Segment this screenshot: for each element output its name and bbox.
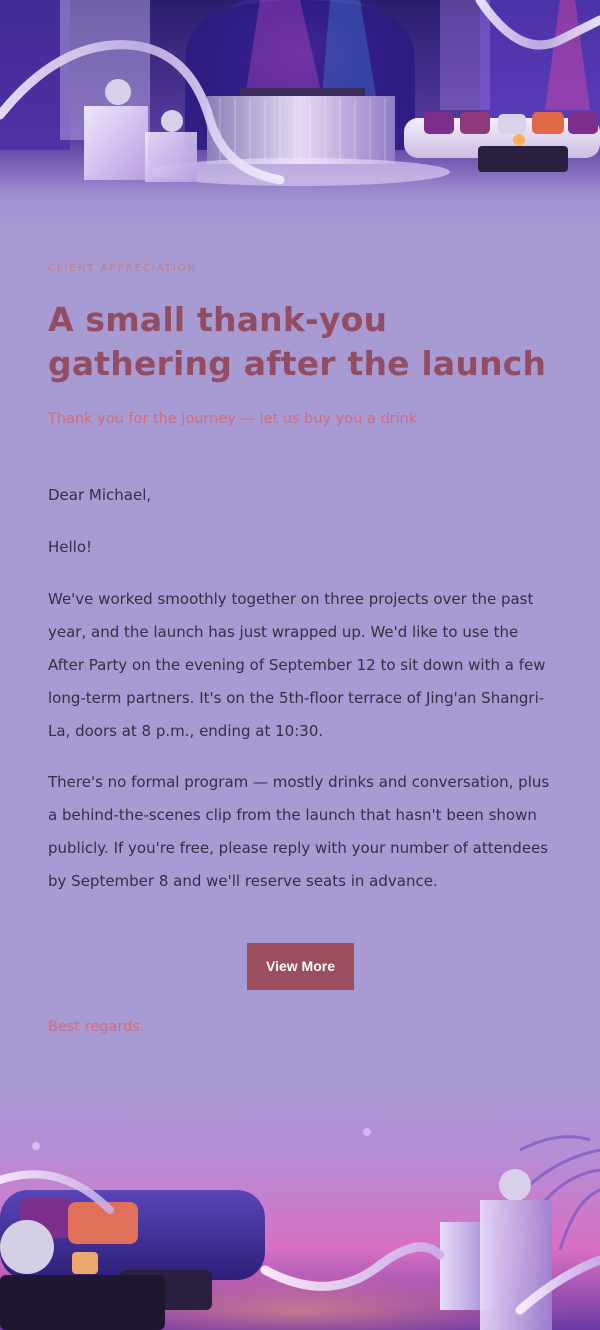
hello-line: Hello!	[48, 538, 93, 556]
greeting-line: Dear Michael,	[48, 486, 152, 504]
view-more-button[interactable]: View More	[247, 943, 354, 990]
eyebrow-label: CLIENT APPRECIATION	[48, 263, 198, 274]
header-hero-image	[0, 0, 600, 250]
body-paragraph-1: We've worked smoothly together on three projects over the past year, and the launch has just wrapped up. We'd like to use the After Party on the evening of September 12 to sit down with a few long-term partners. It's on the 5th-floor terrace of Jing'an Shangri-La, doors at 8 p.m., ending at 10:30.	[48, 590, 546, 740]
email-subhead: Thank you for the journey — let us buy you a drink	[48, 411, 418, 427]
signoff-line: Best regards.	[48, 1019, 145, 1035]
footer-hero-image	[0, 1060, 600, 1330]
email-content	[48, 258, 558, 1035]
body-paragraph-2: There's no formal program — mostly drinks and conversation, plus a behind-the-scenes clip from the launch that hasn't been shown publicly. If you're free, please reply with your number of attendees by September 8 and we'll reserve seats in advance.	[48, 773, 550, 890]
email-headline: A small thank-you gathering after the launch	[48, 300, 547, 383]
cta-container	[247, 943, 354, 990]
